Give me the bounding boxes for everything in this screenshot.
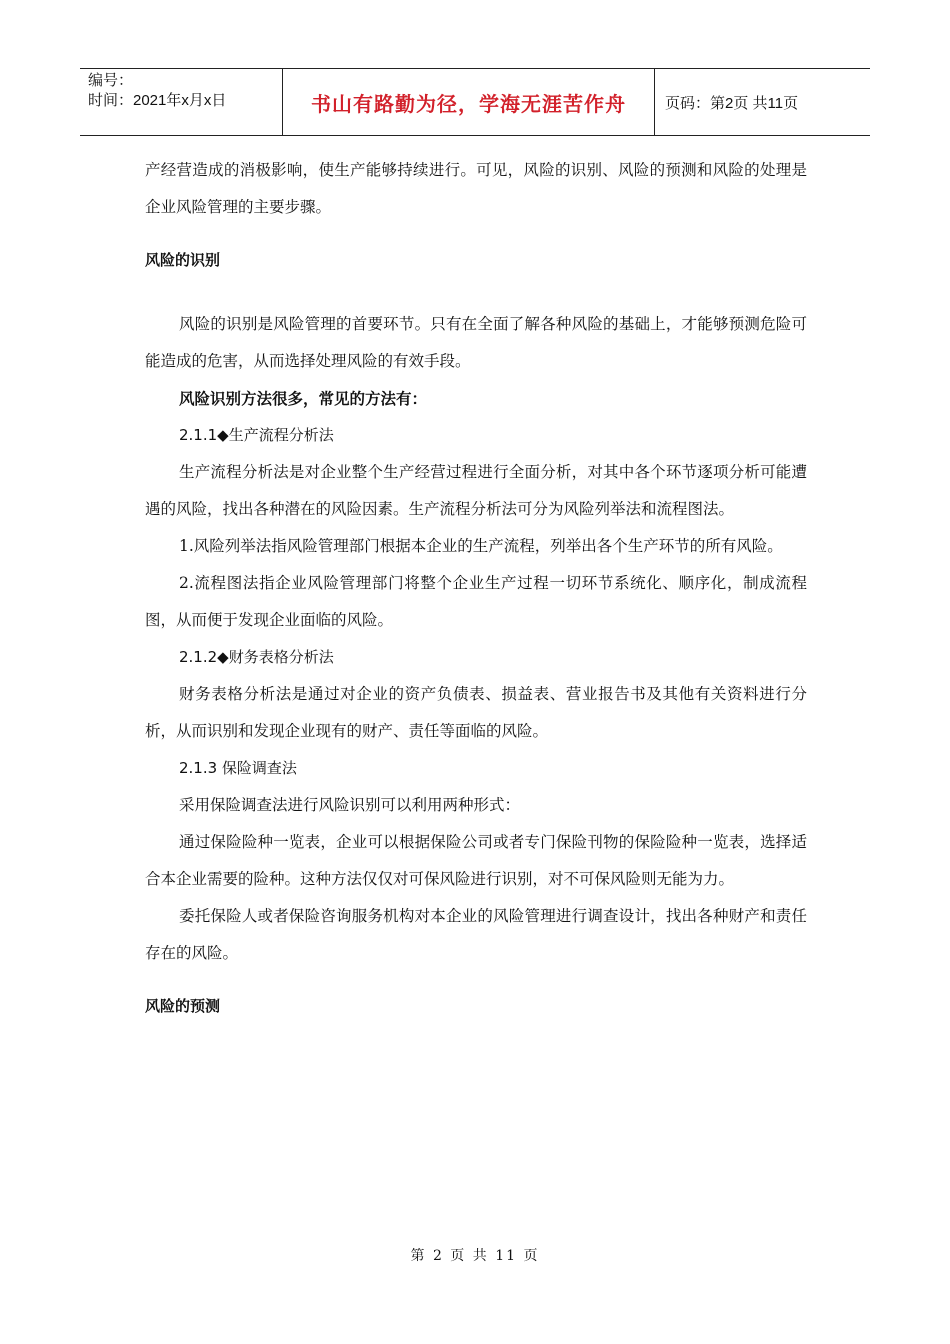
list-item-2: 2.流程图法指企业风险管理部门将整个企业生产过程一切环节系统化、顺序化，制成流程图，从而便于发现企业面临的风险。: [145, 574, 807, 629]
subsection-211: 2.1.1◆生产流程分析法: [179, 426, 334, 444]
methods-intro: 风险识别方法很多，常见的方法有：: [179, 389, 428, 408]
list-item-1: 1.风险列举法指风险管理部门根据本企业的生产流程，列举出各个生产环节的所有风险。: [179, 537, 783, 555]
paragraph-212: 财务表格分析法是通过对企业的资产负债表、损益表、营业报告书及其他有关资料进行分析，从而识别和发现企业现有的财产、责任等面临的风险。: [145, 685, 807, 740]
section-heading-prediction: 风险的预测: [145, 997, 221, 1015]
paragraph-211: 生产流程分析法是对企业整个生产经营过程进行全面分析，对其中各个环节逐项分析可能遭遇的风险，找出各种潜在的风险因素。生产流程分析法可分为风险列举法和流程图法。: [145, 463, 807, 518]
intro-paragraph: 产经营造成的消极影响，使生产能够持续进行。可见，风险的识别、风险的预测和风险的处理是企业风险管理的主要步骤。: [145, 161, 807, 216]
paragraph-213-b: 通过保险险种一览表，企业可以根据保险公司或者专门保险刊物的保险险种一览表，选择适合本企业需要的险种。这种方法仅仅对可保风险进行识别，对不可保风险则无能为力。: [145, 833, 807, 888]
paragraph-213-c: 委托保险人或者保险咨询服务机构对本企业的风险管理进行调查设计，找出各种财产和责任存在的风险。: [145, 907, 807, 962]
page-footer: 第 2 页 共 11 页: [410, 1248, 540, 1264]
header-meta-cell: [80, 69, 282, 135]
header-motto: 书山有路勤为径，学海无涯苦作舟: [311, 91, 626, 116]
subsection-212: 2.1.2◆财务表格分析法: [179, 648, 334, 666]
page-header: [80, 68, 870, 136]
identification-paragraph: 风险的识别是风险管理的首要环节。只有在全面了解各种风险的基础上，才能够预测危险可能造成的危害，从而选择处理风险的有效手段。: [145, 315, 807, 370]
document-time: 时间：2021年x月x日: [88, 92, 227, 109]
section-heading-identification: 风险的识别: [145, 251, 221, 269]
document-body: [145, 152, 807, 1025]
header-page-info: 页码：第2页 共11页: [665, 94, 799, 112]
paragraph-213-a: 采用保险调查法进行风险识别可以利用两种形式：: [179, 796, 521, 814]
header-page-cell: [655, 69, 870, 135]
document-number-label: 编号：: [88, 72, 134, 89]
header-motto-cell: [282, 69, 655, 135]
subsection-213: 2.1.3 保险调查法: [179, 759, 297, 777]
